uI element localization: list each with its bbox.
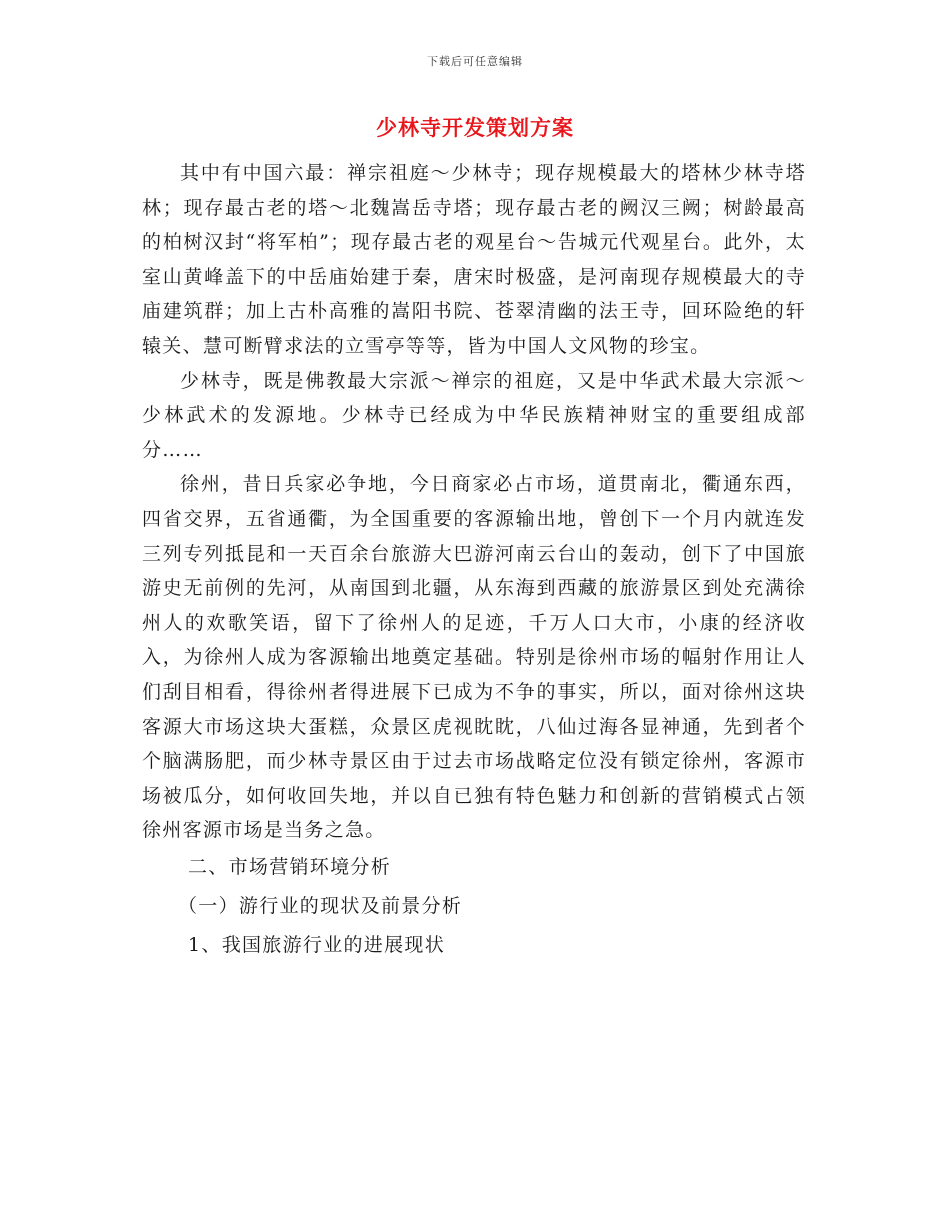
- paragraph-china-six-bests: 其中有中国六最：禅宗祖庭～少林寺；现存规模最大的塔林少林寺塔林；现存最古老的塔～北魏嵩岳寺塔；现存最古老的阙汉三阙；树龄最高的柏树汉封“将军柏”；现存最古老的观星台～告城元代观星台。此外，太室山黄峰盖下的中岳庙始建于秦，唐宋时极盛，是河南现存规模最大的寺庙建筑群；加上古朴高雅的嵩阳书院、苍翠清幽的法王寺，回环险绝的轩辕关、慧可断臂求法的立雪亭等等，皆为中国人文风物的珍宝。: [142, 162, 806, 357]
- subsection-heading: （一）游行业的现状及前景分析: [178, 894, 463, 917]
- document-title: 少林寺开发策划方案: [376, 115, 574, 140]
- document-body: [142, 156, 806, 965]
- item-heading: 1、我国旅游行业的进展现状: [188, 933, 445, 956]
- paragraph-shaolin-origin: 少林寺，既是佛教最大宗派～禅宗的祖庭，又是中华武术最大宗派～少林武术的发源地。少林寺已经成为中华民族精神财宝的重要组成部分……: [142, 369, 806, 461]
- page-header: 下载后可任意编辑: [427, 55, 523, 68]
- section-heading: 二、市场营销环境分析: [188, 855, 392, 878]
- paragraph-xuzhou-market: 徐州，昔日兵家必争地，今日商家必占市场，道贯南北，衢通东西，四省交界，五省通衢，为全国重要的客源输出地，曾创下一个月内就连发三列专列抵昆和一天百余台旅游大巴游河南云台山的轰动，创下了中国旅游史无前例的先河，从南国到北疆，从东海到西藏的旅游景区到处充满徐州人的欢歌笑语，留下了徐州人的足迹，千万人口大市，小康的经济收入，为徐州人成为客源输出地奠定基础。特别是徐州市场的幅射作用让人们刮目相看，得徐州者得进展下已成为不争的事实，所以，面对徐州这块客源大市场这块大蛋糕，众景区虎视眈眈，八仙过海各显神通，先到者个个脑满肠肥，而少林寺景区由于过去市场战略定位没有锁定徐州，客源市场被瓜分，如何收回失地，并以自已独有特色魅力和创新的营销模式占领徐州客源市场是当务之急。: [142, 473, 806, 842]
